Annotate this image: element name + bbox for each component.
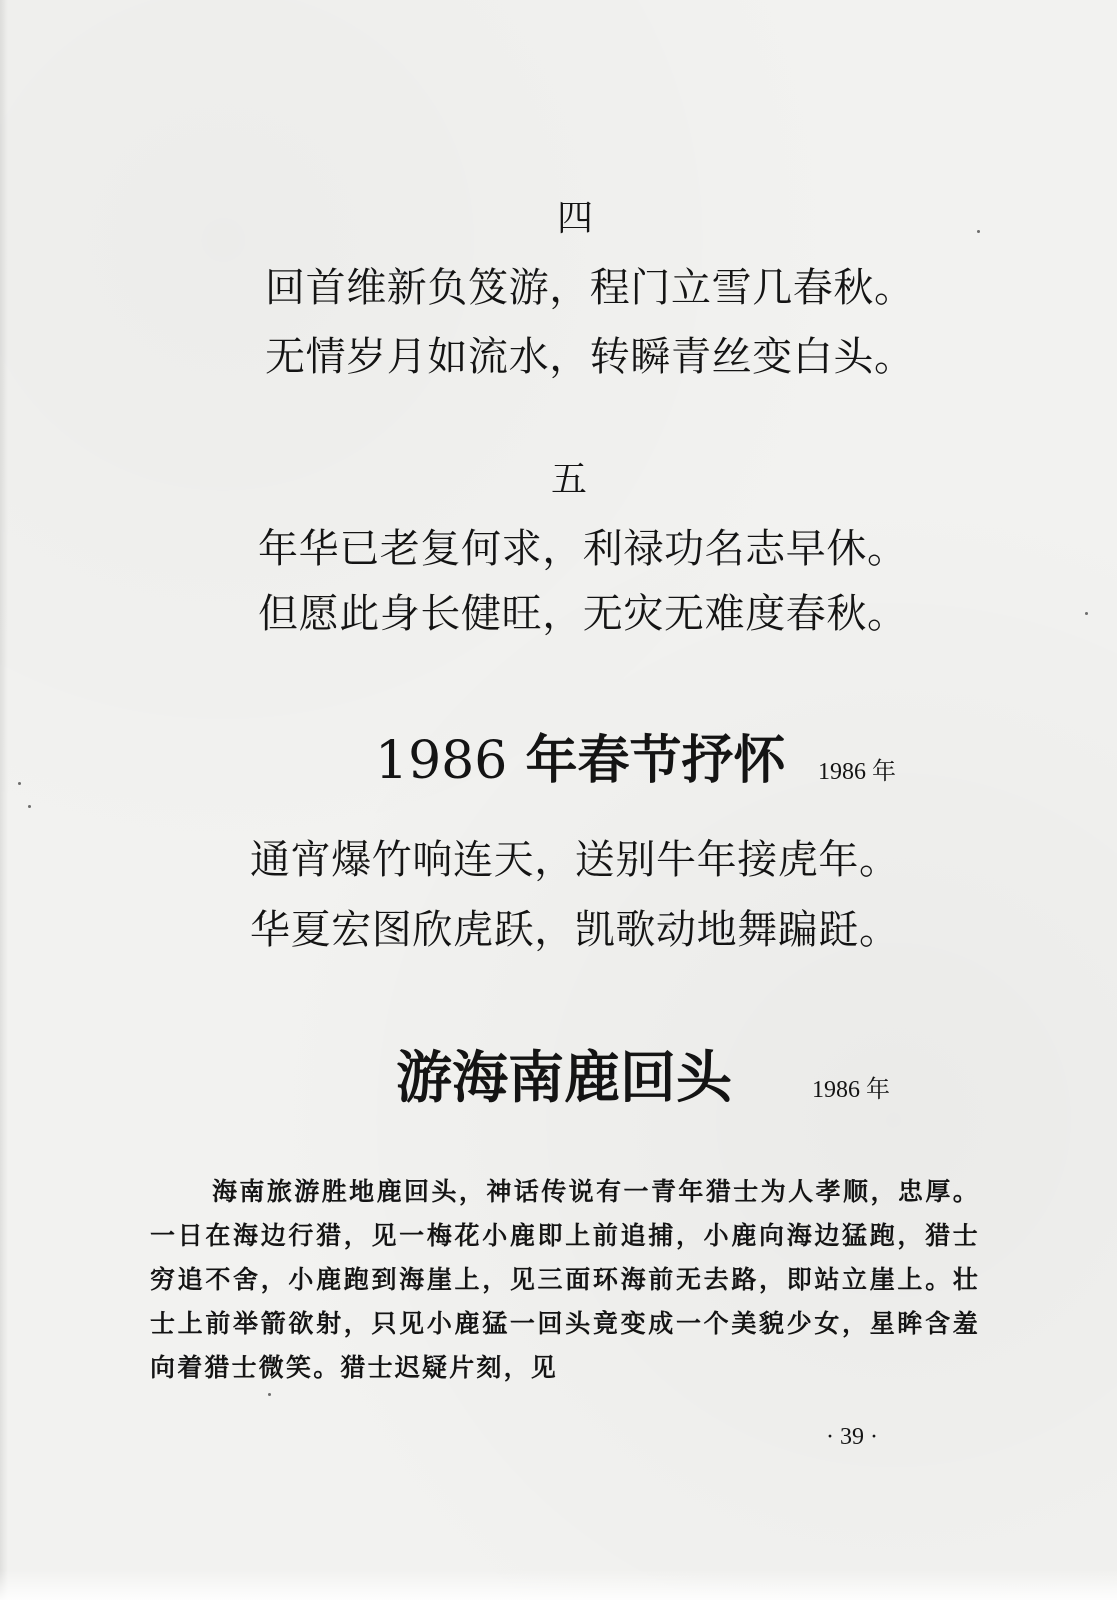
scan-speck [268, 1393, 271, 1396]
poem-title [375, 730, 786, 791]
poem-year-note: 1986 年 [818, 759, 896, 785]
poem-title: 游海南鹿回头 [396, 1045, 732, 1111]
scan-shadow-edge [0, 0, 8, 1600]
scan-speck [28, 805, 31, 808]
scan-bottom-fade [0, 1570, 1117, 1600]
poem-intro-paragraph: 海南旅游胜地鹿回头，神话传说有一青年猎士为人孝顺，忠厚。一日在海边行猎，见一梅花小鹿即上前追捕，小鹿向海边猛跑，猎士穷追不舍，小鹿跑到海崖上，见三面环海前无去路，即站立崖上。壮士上前举箭欲射，只见小鹿猛一回头竟变成一个美貌少女，星眸含羞向着猎士微笑。猎士迟疑片刻，见 [150, 1177, 980, 1382]
scan-speck [1085, 612, 1088, 615]
verse-line: 回首维新负笈游，程门立雪几春秋。 [265, 265, 915, 311]
section-number-five: 五 [551, 459, 588, 500]
poem-title-year: 1986 [375, 731, 508, 791]
poem-title-text: 年春节抒怀 [525, 730, 786, 791]
poem-year-note: 1986 年 [812, 1077, 890, 1103]
verse-line: 但愿此身长健旺，无灾无难度春秋。 [258, 591, 908, 637]
verse-line: 华夏宏图欣虎跃，凯歌动地舞蹁跹。 [250, 907, 900, 953]
scan-speck [18, 782, 21, 785]
verse-line: 无情岁月如流水，转瞬青丝变白头。 [265, 334, 915, 380]
page-number: · 39 · [826, 1424, 878, 1450]
section-number-four: 四 [557, 198, 594, 239]
verse-line: 年华已老复何求，利禄功名志早休。 [258, 526, 908, 572]
verse-line: 通宵爆竹响连天，送别牛年接虎年。 [250, 837, 900, 883]
scan-speck [977, 230, 980, 233]
